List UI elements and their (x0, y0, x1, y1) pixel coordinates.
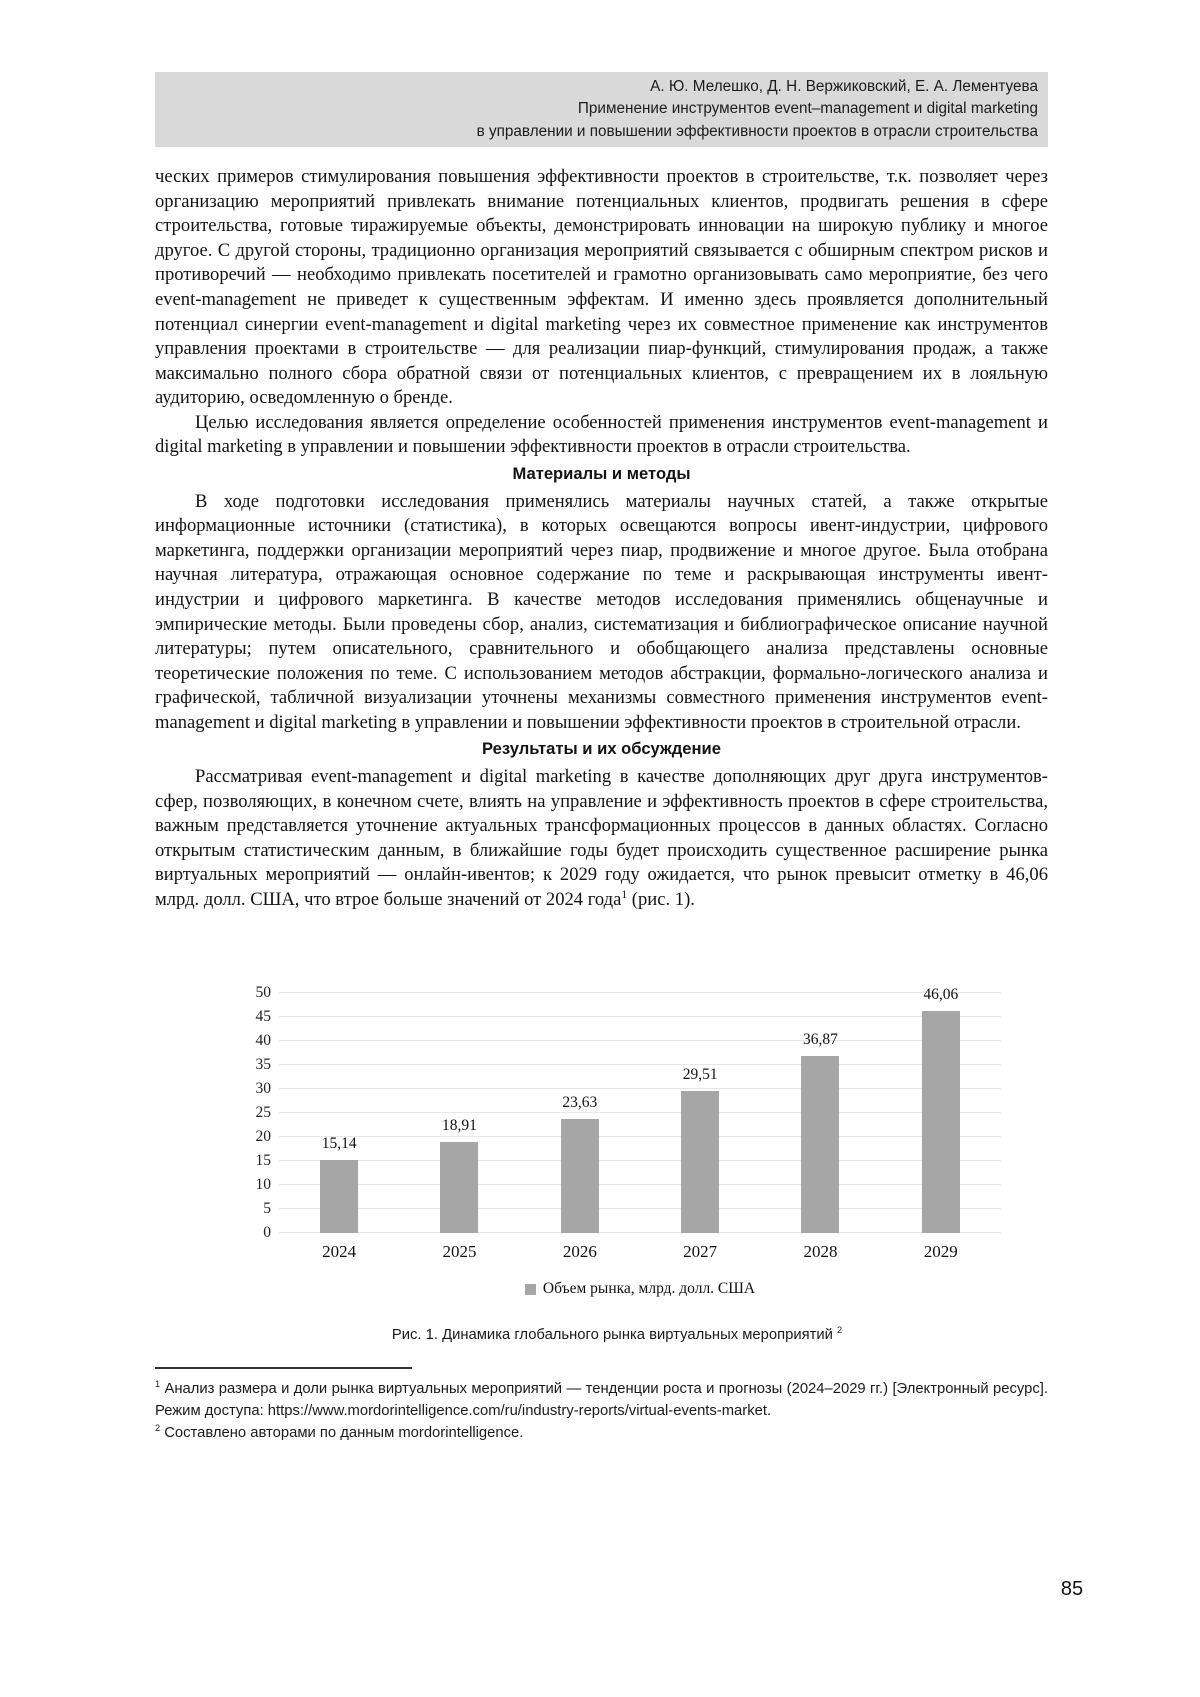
figure-caption-text: Рис. 1. Динамика глобального рынка виртуальных мероприятий (391, 1326, 833, 1343)
bar-group-2029 (881, 986, 1001, 1233)
y-tick-label: 0 (263, 1223, 271, 1241)
paragraph-4-tail: (рис. 1). (627, 888, 695, 910)
paragraph-3: В ходе подготовки исследования применялись материалы научных статей, а также открытые информационные источники (статистика), в которых освещаются вопросы ивент-индустрии, цифрового маркетинга, поддержки организации мероприятий через пиар, продвижение и многое другое. Была отобрана научная литература, отражающая основное содержание по теме и раскрывающая инструменты ивент-индустрии и цифрового маркетинга. В качестве методов исследования применялись общенаучные и эмпирические методы. Были проведены сбор, анализ, систематизация и библиографическое описание научной литературы; путем описательного, сравнительного и обобщающего анализа представлены основные теоретические положения по теме. С использованием методов абстракции, формально-логического анализа и графической, табличной визуализации уточнены механизмы совместного применения инструментов event-management и digital marketing в управлении и повышении эффективности проектов в строительной отрасли. (155, 490, 1048, 733)
chart-plot (255, 983, 1001, 1241)
footnote-ref-1: 1 (621, 888, 628, 901)
y-tick-label: 5 (263, 1199, 271, 1217)
section-heading-results: Результаты и их обсуждение (482, 739, 721, 759)
section-heading-materials: Материалы и методы (512, 463, 691, 483)
y-tick-label: 25 (255, 1103, 271, 1121)
x-tick-2024: 2024 (322, 1241, 357, 1261)
footnote-1-marker: 1 (155, 1378, 161, 1389)
footnote-1-text: Анализ размера и доли рынка виртуальных мероприятий — тенденции роста и прогнозы (2024–2029 гг.) [Электронный ресурс]. Режим доступа: https://www.mordorintelligence.com/ru/industry-reports/virtual-events-market. (155, 1380, 1048, 1420)
y-tick-label: 45 (255, 1007, 271, 1025)
bar-2026 (561, 1119, 599, 1232)
header-title-line2: в управлении и повышении эффективности проектов в отрасли строительства (476, 122, 1038, 140)
paragraph-4 (155, 765, 1048, 912)
y-tick-label: 30 (255, 1079, 271, 1097)
paragraph-2: Целью исследования является определение особенностей применения инструментов event-management и digital marketing в управлении и повышении эффективности проектов в отрасли строительства. (155, 411, 1048, 458)
bar-value-label: 18,91 (442, 1116, 477, 1134)
bar-value-label: 46,06 (923, 986, 959, 1004)
chart-x-axis (279, 1240, 1001, 1265)
footnote-2-marker: 2 (155, 1423, 161, 1434)
x-tick-2027: 2027 (683, 1241, 718, 1261)
y-tick-label: 10 (255, 1175, 271, 1193)
legend-swatch-icon (525, 1284, 536, 1295)
footnote-2-text: Составлено авторами по данным mordorintelligence. (160, 1425, 524, 1442)
bar-value-label: 15,14 (321, 1134, 357, 1152)
bar-2028 (801, 1056, 839, 1233)
header-title-line1: Применение инструментов event–management и digital marketing (577, 100, 1038, 118)
text-column (155, 0, 1048, 1445)
bar-value-label: 36,87 (803, 1030, 838, 1048)
bar-2027 (681, 1091, 719, 1233)
bar-group-2027 (640, 993, 760, 1233)
header-authors: А. Ю. Мелешко, Д. Н. Вержиковский, Е. А. Лементуева (650, 78, 1038, 95)
footnote-2 (155, 1422, 1048, 1444)
paragraph-1: ческих примеров стимулирования повышения эффективности проектов в строительстве, т.к. позволяет через организацию мероприятий привлекать внимание потенциальных клиентов, продвигать решения в сфере строительства, готовые тиражируемые объекты, демонстрировать инновации на широкую публику и многое другое. С другой стороны, традиционно организация мероприятий связывается с обширным спектром рисков и противоречий — необходимо привлекать посетителей и грамотно организовывать само мероприятие, без чего event-management не приведет к существенным эффектам. И именно здесь проявляется дополнительный потенциал синергии event-management и digital marketing через их совместное применение как инструментов управления проектами в строительстве — для реализации пиар-функций, стимулирования продаж, а также максимально полного сбора обратной связи от потенциальных клиентов, с превращением их в лояльную аудиторию, осведомленную о бренде. (155, 166, 1048, 409)
footnote-1 (155, 1378, 1048, 1423)
bar-2024 (320, 1160, 358, 1233)
x-tick-2029: 2029 (923, 1241, 958, 1261)
legend-label: Объем рынка, млрд. долл. США (542, 1280, 756, 1298)
x-tick-2028: 2028 (803, 1241, 838, 1261)
x-tick-2025: 2025 (442, 1241, 477, 1261)
bar-value-label: 23,63 (562, 1094, 598, 1112)
bar-value-label: 29,51 (682, 1065, 718, 1083)
bar-2025 (440, 1142, 478, 1233)
x-tick-2026: 2026 (562, 1241, 597, 1261)
bar-group-2024 (279, 993, 399, 1233)
bar-2029 (922, 1011, 960, 1232)
y-tick-label: 20 (255, 1127, 271, 1145)
y-tick-label: 40 (255, 1031, 271, 1049)
y-tick-label: 50 (255, 983, 271, 1001)
y-tick-label: 15 (255, 1151, 271, 1169)
chart-bars (279, 986, 1001, 1233)
figure-caption (233, 1326, 1001, 1345)
bar-group-2028 (760, 993, 880, 1233)
bar-group-2025 (399, 993, 519, 1233)
bar-group-2026 (520, 993, 640, 1233)
figure-caption-footnote-ref: 2 (837, 1324, 843, 1335)
running-header (155, 72, 1048, 147)
y-tick-label: 35 (255, 1055, 271, 1073)
chart-legend (279, 1277, 1001, 1302)
figure-1-bar-chart (233, 979, 1001, 1345)
paragraph-4-text: Рассматривая event-management и digital marketing в качестве дополняющих друг друга инструментов-сфер, позволяющих, в конечном счете, влиять на управление и эффективность проектов в сфере строительства, важным представляется уточнение актуальных трансформационных процессов в данных областях. Согласно открытым статистическим данным, в ближайшие годы будет происходить существенное расширение рынка виртуальных мероприятий — онлайн-ивентов; к 2029 году ожидается, что рынок превысит отметку в 46,06 млрд. долл. США, что втрое больше значений от 2024 года (155, 766, 1048, 910)
page-number: 85 (1060, 1578, 1084, 1600)
footnote-separator (155, 1367, 412, 1369)
